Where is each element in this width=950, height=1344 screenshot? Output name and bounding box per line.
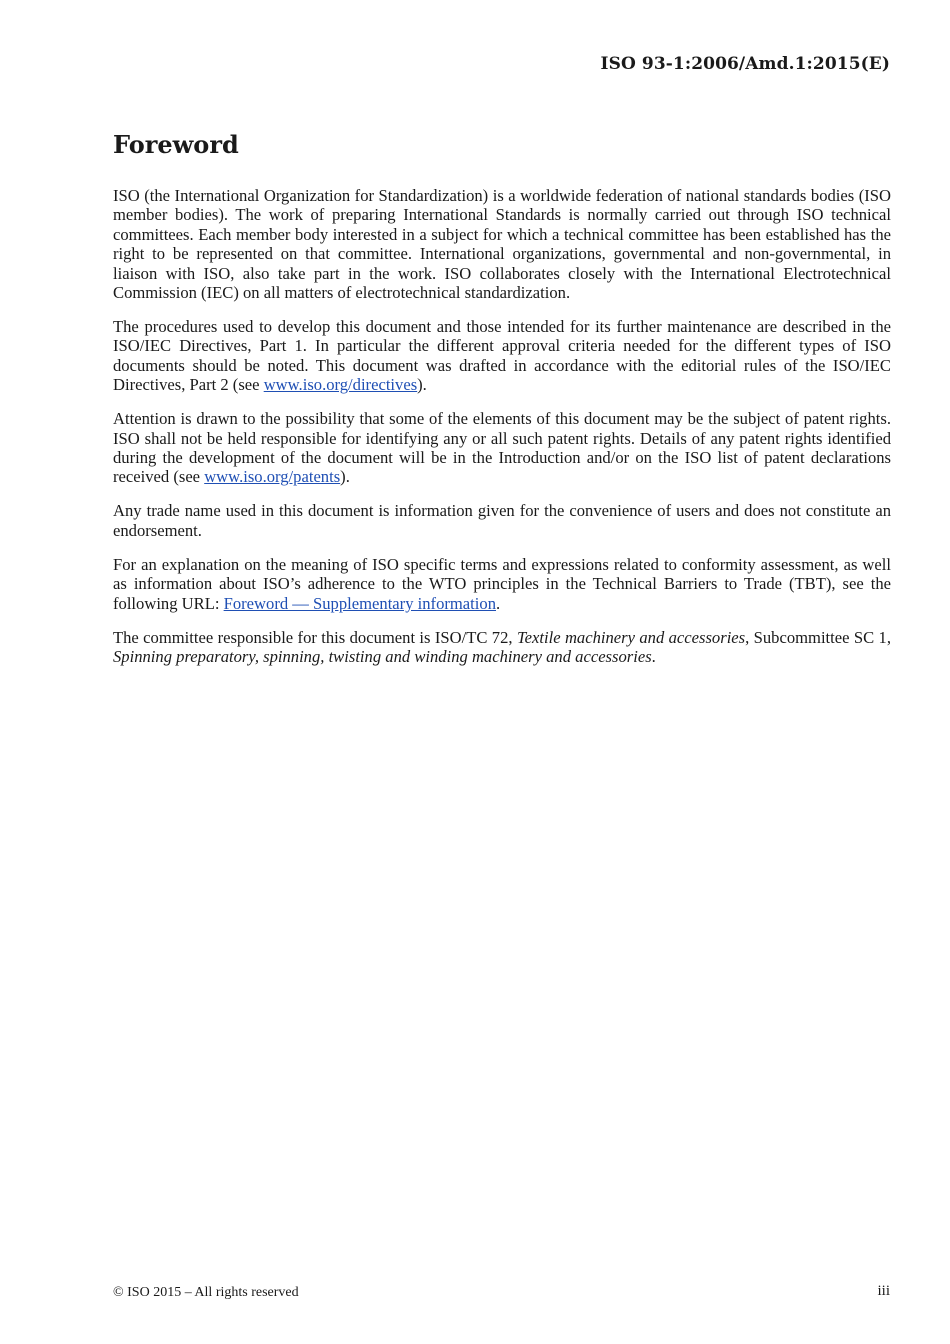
paragraph-committee bbox=[113, 628, 891, 667]
paragraph-text: ISO (the International Organization for Standardization) is a worldwide federation of national standards bodies (ISO member bodies). The work of preparing International Standards is normally carried out through ISO technical committees. Each member body interested in a subject for which a technical committee has been established has the right to be represented on that committee. International organizations, governmental and non-governmental, in liaison with ISO, also take part in the work. ISO collaborates closely with the International Electrotechnical Commission (IEC) on all matters of electrotechnical standardization. bbox=[113, 186, 891, 303]
paragraph-text: , Subcommittee SC 1, bbox=[745, 627, 892, 647]
document-identifier: ISO 93-1:2006/Amd.1:2015(E) bbox=[600, 54, 890, 74]
supplementary-information-link[interactable]: Foreword — Supplementary information bbox=[223, 593, 496, 613]
subcommittee-title: Spinning preparatory, spinning, twisting and winding machinery and accessories bbox=[113, 647, 652, 667]
committee-title: Textile machinery and accessories bbox=[516, 627, 746, 647]
paragraph-text: ). bbox=[417, 375, 427, 395]
paragraph-patent-rights bbox=[113, 409, 891, 487]
paragraph-text: The committee responsible for this document is ISO/TC 72, bbox=[113, 627, 517, 647]
foreword-body bbox=[113, 186, 891, 681]
page-number: iii bbox=[877, 1283, 890, 1299]
paragraph-text: The procedures used to develop this document and those intended for its further maintenance are described in the ISO/IEC Directives, Part 1. In particular the different approval criteria needed for the different types of ISO documents should be noted. This document was drafted in accordance with the editorial rules of the ISO/IEC Directives, Part 2 (see bbox=[113, 317, 891, 395]
paragraph-iso-overview bbox=[113, 186, 891, 302]
paragraph-text: For an explanation on the meaning of ISO specific terms and expressions related to conformity assessment, as well as information about ISO’s adherence to the WTO principles in the Technical Barriers to Trade (TBT), see the following URL: bbox=[113, 554, 891, 613]
paragraph-conformity bbox=[113, 555, 891, 613]
directives-link[interactable]: www.iso.org/directives bbox=[263, 375, 418, 395]
paragraph-text: . bbox=[496, 593, 501, 613]
patents-link[interactable]: www.iso.org/patents bbox=[204, 467, 341, 487]
paragraph-text: Attention is drawn to the possibility that some of the elements of this document may be the subject of patent rights. ISO shall not be held responsible for identifying any or all such patent rights. Details of any patent rights identified during the development of the document will be in the Introduction and/or on the ISO list of patent declarations received (see bbox=[113, 409, 891, 487]
paragraph-trade-name bbox=[113, 501, 891, 540]
page-title: Foreword bbox=[113, 130, 239, 159]
paragraph-text: . bbox=[651, 647, 656, 667]
paragraph-text: Any trade name used in this document is information given for the convenience of users and does not constitute an endorsement. bbox=[113, 501, 891, 540]
paragraph-text: ). bbox=[340, 467, 350, 487]
paragraph-procedures bbox=[113, 317, 891, 395]
copyright-notice: © ISO 2015 – All rights reserved bbox=[113, 1285, 299, 1300]
